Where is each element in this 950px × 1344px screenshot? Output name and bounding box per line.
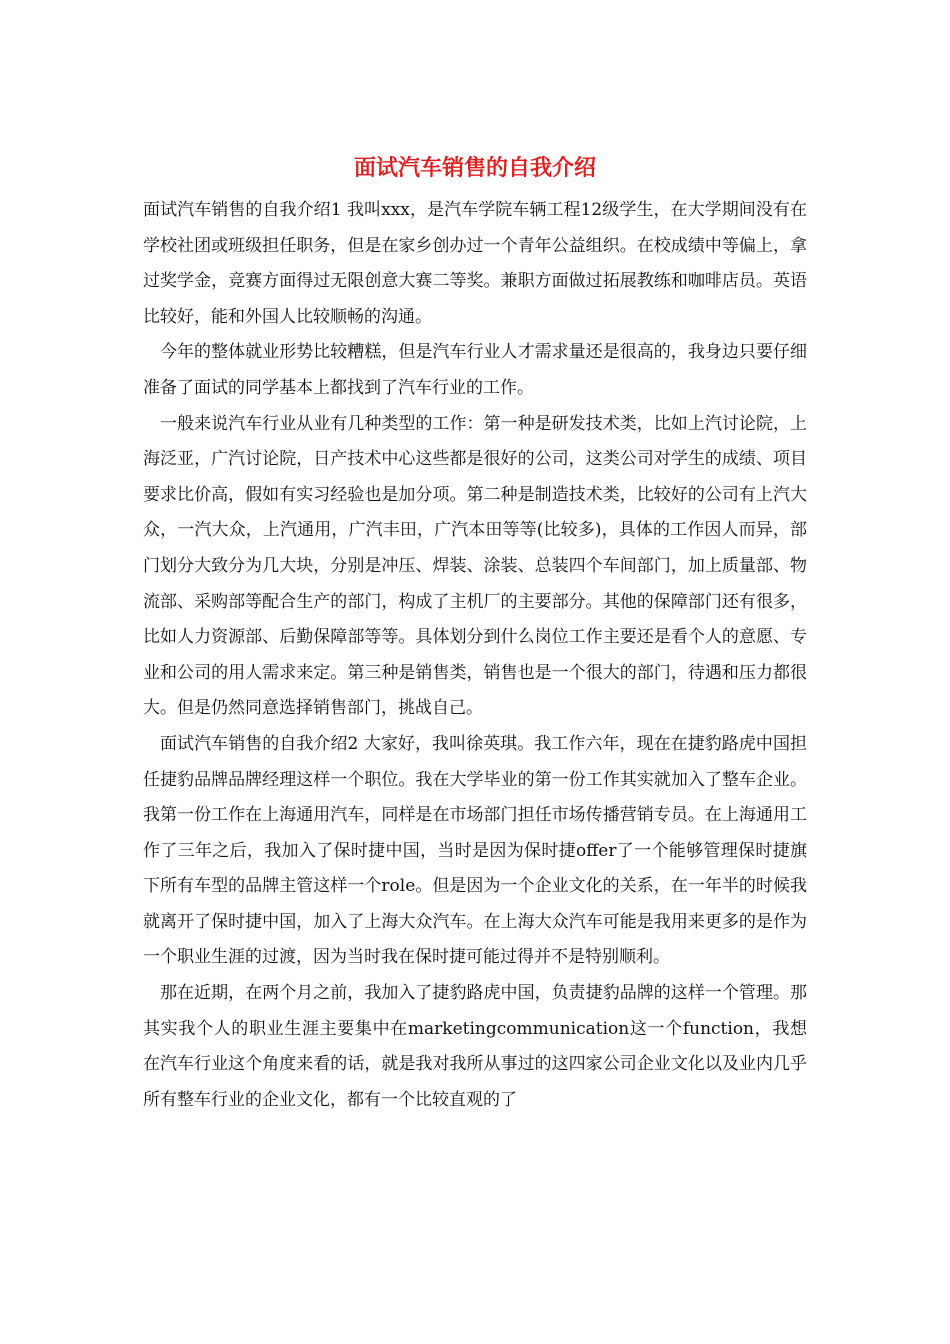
document-body [143,193,807,1118]
paragraph-job-types: 一般来说汽车行业从业有几种类型的工作：第一种是研发技术类，比如上汽讨论院，上海泛亚，广汽讨论院，日产技术中心这些都是很好的公司，这类公司对学生的成绩、项目要求比价高，假如有实习经验也是加分项。第二种是制造技术类，比较好的公司有上汽大众，一汽大众，上汽通用，广汽丰田，广汽本田等等(比较多)，具体的工作因人而异，部门划分大致分为几大块，分别是冲压、焊装、涂装、总装四个车间部门，加上质量部、物流部、采购部等配合生产的部门，构成了主机厂的主要部分。其他的保障部门还有很多，比如人力资源部、后勤保障部等等。具体划分到什么岗位工作主要还是看个人的意愿、专业和公司的用人需求来定。第三种是销售类，销售也是一个很大的部门，待遇和压力都很大。但是仍然同意选择销售部门，挑战自己。 [143,413,807,719]
paragraph-intro-2: 面试汽车销售的自我介绍2 大家好，我叫徐英琪。我工作六年，现在在捷豹路虎中国担任捷豹品牌品牌经理这样一个职位。我在大学毕业的第一份工作其实就加入了整车企业。我第一份工作在上海通用汽车，同样是在市场部门担任市场传播营销专员。在上海通用工作了三年之后，我加入了保时捷中国，当时是因为保时捷offer了一个能够管理保时捷旗下所有车型的品牌主管这样一个role。但是因为一个企业文化的关系，在一年半的时候我就离开了保时捷中国，加入了上海大众汽车。在上海大众汽车可能是我用来更多的是作为一个职业生涯的过渡，因为当时我在保时捷可能过得并不是特别顺利。 [143,733,807,968]
paragraph-intro-1: 面试汽车销售的自我介绍1 我叫xxx，是汽车学院车辆工程12级学生，在大学期间没有在学校社团或班级担任职务，但是在家乡创办过一个青年公益组织。在校成绩中等偏上，拿过奖学金，竞赛方面得过无限创意大赛二等奖。兼职方面做过拓展教练和咖啡店员。英语比较好，能和外国人比较顺畅的沟通。 [143,200,807,327]
paragraph-recent-career: 那在近期，在两个月之前，我加入了捷豹路虎中国，负责捷豹品牌的这样一个管理。那其实我个人的职业生涯主要集中在marketingcommunication这一个function，我想在汽车行业这个角度来看的话，就是我对我所从事过的这四家公司企业文化以及业内几乎所有整车行业的企业文化，都有一个比较直观的了 [143,983,807,1110]
paragraph-job-market: 今年的整体就业形势比较糟糕，但是汽车行业人才需求量还是很高的，我身边只要仔细准备了面试的同学基本上都找到了汽车行业的工作。 [143,342,807,398]
document-title: 面试汽车销售的自我介绍 [353,155,596,181]
